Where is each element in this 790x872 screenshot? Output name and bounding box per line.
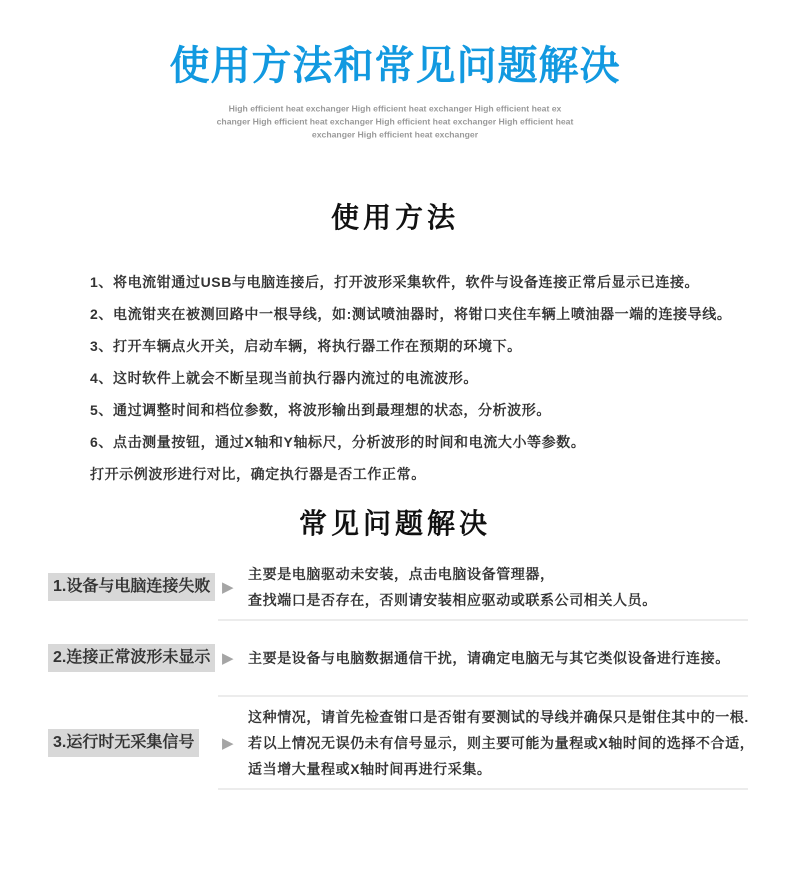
faq-list — [0, 556, 790, 790]
page-title: 使用方法和常见问题解决 — [169, 44, 621, 88]
usage-section-heading: 使用方法 — [330, 202, 459, 233]
watermark-line: High efficient heat exchanger High efficient heat exchanger High efficient heat ex — [228, 103, 562, 114]
faq-label-3: 3.运行时无采集信号 — [48, 729, 199, 757]
faq-label-wrap — [48, 644, 222, 672]
usage-step-3: 3、打开车辆点火开关，启动车辆，将执行器工作在预期的环境下。 — [90, 338, 522, 354]
faq-answer-line: 若以上情况无误仍未有信号显示，则主要可能为量程或X轴时间的选择不合适， — [248, 735, 755, 751]
faq-label-wrap — [48, 729, 222, 757]
watermark-line: changer High efficient heat exchanger High efficient heat exchanger High efficient heat — [216, 116, 574, 127]
usage-step-1: 1、将电流钳通过USB与电脑连接后，打开波形采集软件，软件与设备连接正常后显示已连接。 — [90, 274, 700, 290]
usage-step-5: 5、通过调整时间和档位参数，将波形输出到最理想的状态，分析波形。 — [90, 402, 551, 418]
usage-step-note: 打开示例波形进行对比，确定执行器是否工作正常。 — [90, 466, 426, 482]
usage-step-2: 2、电流钳夹在被测回路中一根导线，如:测试喷油器时，将钳口夹住车辆上喷油器一端的连接导线。 — [90, 306, 732, 322]
faq-answer-line: 主要是设备与电脑数据通信干扰，请确定电脑无与其它类似设备进行连接。 — [248, 650, 730, 666]
watermark-text — [111, 102, 680, 141]
faq-answer-line: 适当增大量程或X轴时间再进行采集。 — [248, 761, 492, 777]
arrow-right-icon: ▶ — [222, 734, 234, 752]
faq-section-heading: 常见问题解决 — [298, 508, 491, 539]
faq-item-device-connect-fail — [0, 556, 790, 619]
faq-answer-line: 查找端口是否存在，否则请安装相应驱动或联系公司相关人员。 — [248, 592, 657, 608]
faq-item-waveform-not-shown — [0, 621, 790, 695]
section-divider — [218, 788, 748, 790]
usage-step-4: 4、这时软件上就会不断呈现当前执行器内流过的电流波形。 — [90, 370, 478, 386]
faq-answer-1 — [248, 561, 657, 613]
arrow-right-icon: ▶ — [222, 649, 234, 667]
faq-label-wrap — [48, 573, 222, 601]
faq-answer-line: 这种情况，请首先检查钳口是否钳有要测试的导线并确保只是钳住其中的一根. — [248, 709, 749, 725]
faq-answer-3 — [248, 704, 754, 782]
usage-step-6: 6、点击测量按钮，通过X轴和Y轴标尺，分析波形的时间和电流大小等参数。 — [90, 434, 586, 450]
faq-item-no-signal — [0, 697, 790, 788]
faq-answer-line: 主要是电脑驱动未安装，点击电脑设备管理器， — [248, 566, 555, 582]
watermark-line: exchanger High efficient heat exchanger — [311, 129, 479, 140]
faq-label-1: 1.设备与电脑连接失败 — [48, 573, 215, 601]
usage-steps-list — [0, 266, 790, 490]
faq-answer-2 — [248, 645, 730, 671]
arrow-right-icon: ▶ — [222, 578, 234, 596]
faq-label-2: 2.连接正常波形未显示 — [48, 644, 215, 672]
